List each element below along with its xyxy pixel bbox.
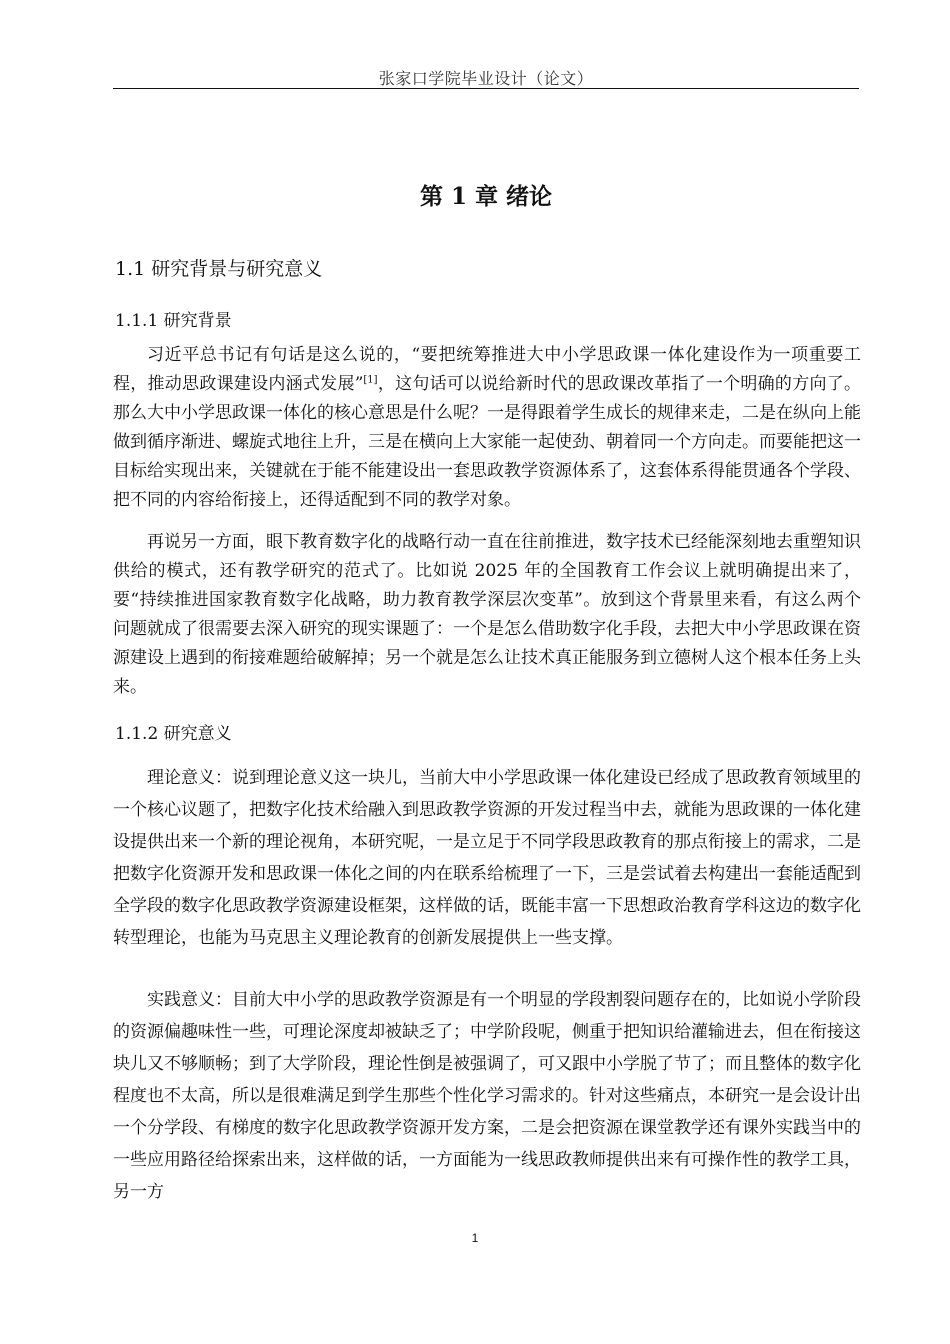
header-rule xyxy=(113,88,859,89)
paragraph-background-1 xyxy=(113,341,861,515)
running-header: 张家口学院毕业设计（论文） xyxy=(378,69,594,88)
paragraph-text: ，这句话可以说给新时代的思政课改革指了一个明确的方向了。那么大中小学思政课一体化的核心意思是什么呢？一是得跟着学生成长的规律来走，二是在纵向上能做到循序渐进、螺旋式地往上升，三是在横向上大家能一起使劲、朝着同一个方向走。而要能把这一目标给实现出来，关键就在于能不能建设出一套思政教学资源体系了，这套体系得能贯通各个学段、把不同的内容给衔接上，还得适配到不同的教学对象。 xyxy=(113,374,861,510)
paragraph-practical-significance: 实践意义：目前大中小学的思政教学资源是有一个明显的学段割裂问题存在的，比如说小学阶段的资源偏趣味性一些，可理论深度却被缺乏了；中学阶段呢，侧重于把知识给灌输进去，但在衔接这块儿又不够顺畅；到了大学阶段，理论性倒是被强调了，可又跟中小学脱了节了；而且整体的数字化程度也不太高，所以是很难满足到学生那些个性化学习需求的。针对这些痛点，本研究一是会设计出一个分学段、有梯度的数字化思政教学资源开发方案，二是会把资源在课堂教学还有课外实践当中的一些应用路径给探索出来，这样做的话，一方面能为一线思政教师提供出来有可操作性的教学工具，另一方 xyxy=(113,990,861,1202)
paragraph-background-2: 再说另一方面，眼下教育数字化的战略行动一直在往前推进，数字技术已经能深刻地去重塑知识供给的模式，还有教学研究的范式了。比如说 2025 年的全国教育工作会议上就明确提出来了，要“持续推进国家教育数字化战略，助力教育教学深层次变革”。放到这个背景里来看，有这么两个问题就成了很需要去深入研究的现实课题了：一个是怎么借助数字化手段，去把大中小学思政课在资源建设上遇到的衔接难题给破解掉；另一个就是怎么让技术真正能服务到立德树人这个根本任务上头来。 xyxy=(113,532,861,697)
paragraph-text: 习近平总书记有句话是这么说的，“要把统筹推进大中小学思政课一体化建设作为一项重要工程，推动思政课建设内涵式发展” xyxy=(113,345,861,394)
section-heading-1-1-1: 1.1.1 研究背景 xyxy=(115,311,232,331)
section-heading-1-1: 1.1 研究背景与研究意义 xyxy=(115,258,323,280)
citation-ref[interactable]: [1] xyxy=(363,374,378,386)
section-heading-1-1-2: 1.1.2 研究意义 xyxy=(115,724,232,744)
paragraph-theoretical-significance: 理论意义：说到理论意义这一块儿，当前大中小学思政课一体化建设已经成了思政教育领域里的一个核心议题了，把数字化技术给融入到思政教学资源的开发过程当中去，就能为思政课的一体化建设提供出来一个新的理论视角，本研究呢，一是立足于不同学段思政教育的那点衔接上的需求，二是把数字化资源开发和思政课一体化之间的内在联系给梳理了一下，三是尝试着去构建出一套能适配到全学段的数字化思政教学资源建设框架，这样做的话，既能丰富一下思想政治教育学科这边的数字化转型理论，也能为马克思主义理论教育的创新发展提供上一些支撑。 xyxy=(113,768,861,948)
chapter-title: 第 1 章 绪论 xyxy=(419,183,553,210)
page-number: 1 xyxy=(471,1231,479,1245)
